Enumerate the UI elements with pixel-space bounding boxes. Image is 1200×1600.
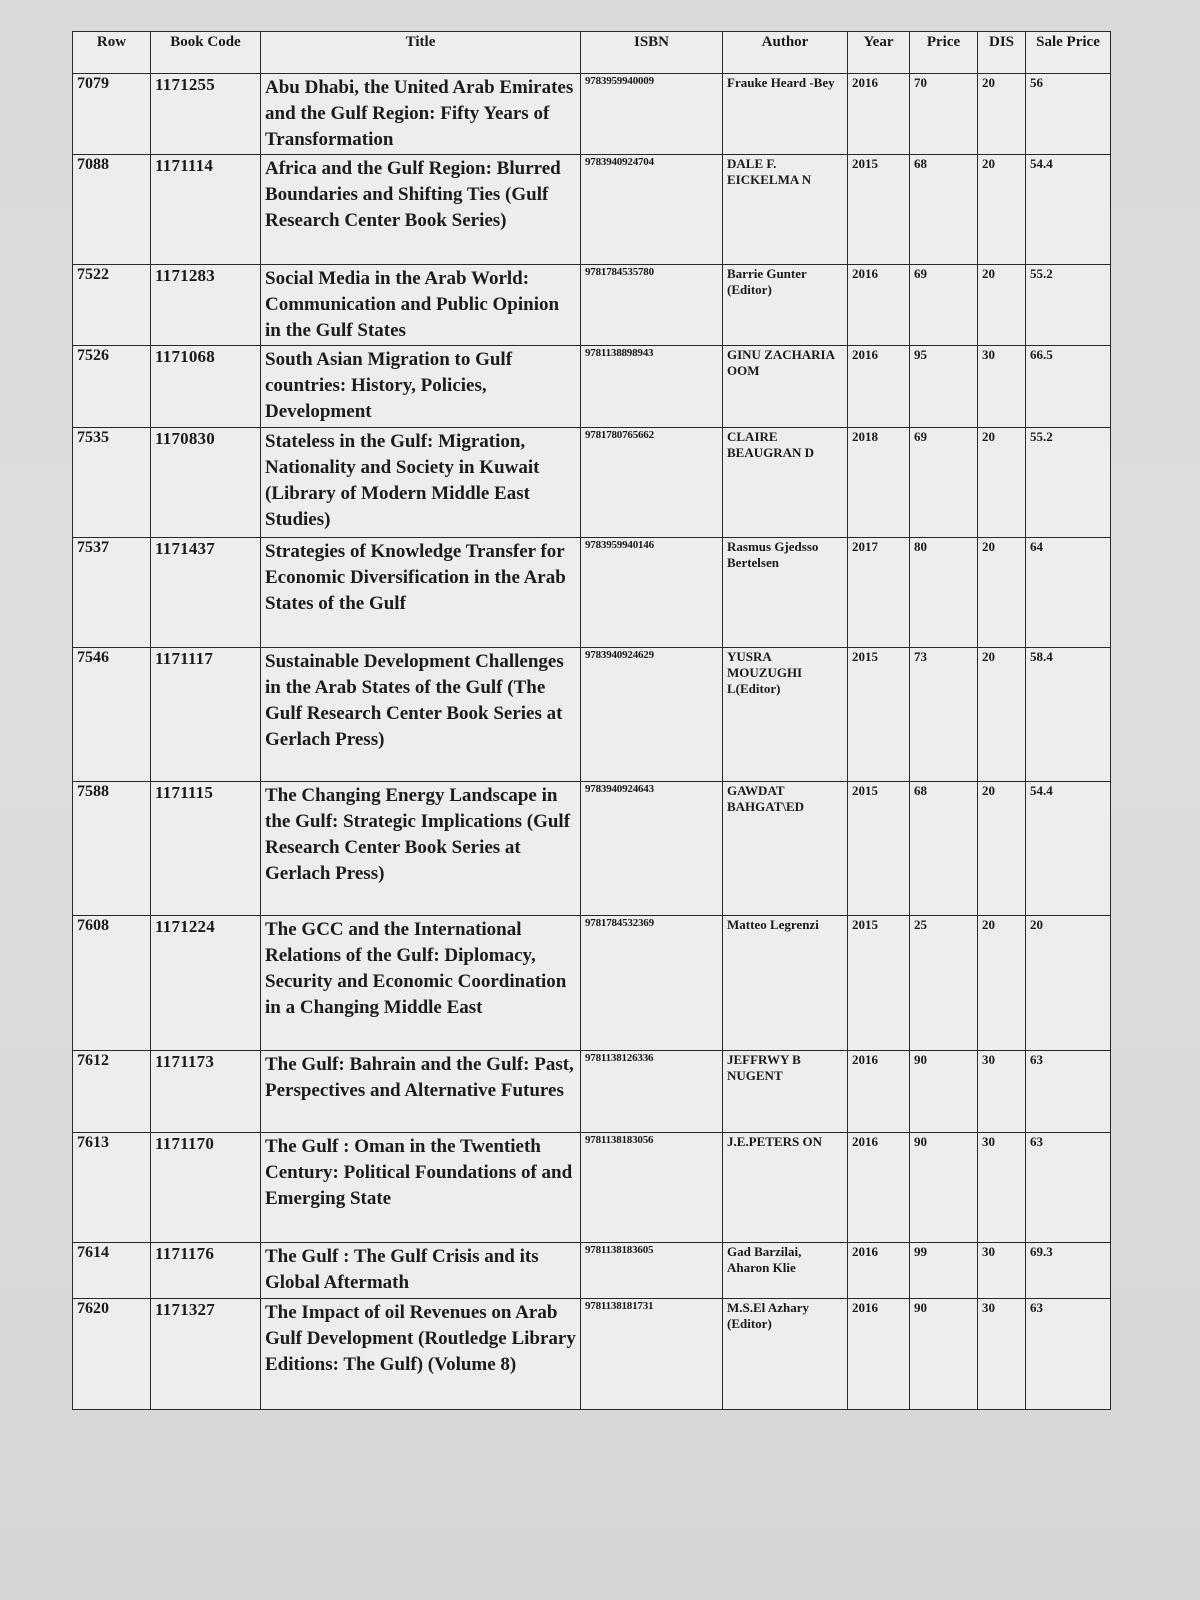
cell-sale-price: 56 xyxy=(1026,74,1111,155)
cell-sale-price: 63 xyxy=(1026,1299,1111,1410)
books-table xyxy=(72,31,1111,1410)
header-year: Year xyxy=(848,32,910,74)
cell-title: Abu Dhabi, the United Arab Emirates and the Gulf Region: Fifty Years of Transformation xyxy=(261,74,581,155)
cell-row: 7537 xyxy=(73,538,151,648)
cell-year: 2016 xyxy=(848,1299,910,1410)
cell-author: Frauke Heard -Bey xyxy=(723,74,848,155)
table-row xyxy=(73,1299,1111,1410)
header-price: Price xyxy=(910,32,978,74)
cell-dis: 30 xyxy=(978,1051,1026,1133)
cell-row: 7608 xyxy=(73,916,151,1051)
table-row xyxy=(73,1051,1111,1133)
cell-isbn: 9783959940009 xyxy=(581,74,723,155)
cell-sale-price: 55.2 xyxy=(1026,265,1111,346)
table-row xyxy=(73,155,1111,265)
cell-author: YUSRA MOUZUGHI L(Editor) xyxy=(723,648,848,782)
cell-dis: 30 xyxy=(978,346,1026,428)
cell-price: 25 xyxy=(910,916,978,1051)
cell-row: 7612 xyxy=(73,1051,151,1133)
cell-author: JEFFRWY B NUGENT xyxy=(723,1051,848,1133)
cell-author: Rasmus Gjedsso Bertelsen xyxy=(723,538,848,648)
header-row xyxy=(73,32,1111,74)
cell-row: 7588 xyxy=(73,782,151,916)
cell-author: Barrie Gunter (Editor) xyxy=(723,265,848,346)
table-row xyxy=(73,916,1111,1051)
cell-isbn: 9781138126336 xyxy=(581,1051,723,1133)
cell-title: The Impact of oil Revenues on Arab Gulf Development (Routledge Library Editions: The Gulf) (Volume 8) xyxy=(261,1299,581,1410)
cell-sale-price: 63 xyxy=(1026,1051,1111,1133)
cell-book-code: 1170830 xyxy=(151,428,261,538)
cell-book-code: 1171117 xyxy=(151,648,261,782)
cell-isbn: 9783940924643 xyxy=(581,782,723,916)
table-row xyxy=(73,538,1111,648)
cell-sale-price: 55.2 xyxy=(1026,428,1111,538)
table-row xyxy=(73,782,1111,916)
cell-dis: 20 xyxy=(978,538,1026,648)
cell-price: 70 xyxy=(910,74,978,155)
cell-isbn: 9781138898943 xyxy=(581,346,723,428)
table-row xyxy=(73,648,1111,782)
cell-book-code: 1171176 xyxy=(151,1243,261,1299)
cell-book-code: 1171115 xyxy=(151,782,261,916)
cell-price: 95 xyxy=(910,346,978,428)
cell-title: Social Media in the Arab World: Communication and Public Opinion in the Gulf States xyxy=(261,265,581,346)
cell-title: Africa and the Gulf Region: Blurred Boundaries and Shifting Ties (Gulf Research Center Book Series) xyxy=(261,155,581,265)
cell-dis: 30 xyxy=(978,1243,1026,1299)
cell-sale-price: 58.4 xyxy=(1026,648,1111,782)
cell-price: 90 xyxy=(910,1299,978,1410)
cell-author: GINU ZACHARIA OOM xyxy=(723,346,848,428)
cell-sale-price: 64 xyxy=(1026,538,1111,648)
cell-isbn: 9781784535780 xyxy=(581,265,723,346)
cell-title: The GCC and the International Relations of the Gulf: Diplomacy, Security and Economic Coordination in a Changing Middle East xyxy=(261,916,581,1051)
cell-isbn: 9781780765662 xyxy=(581,428,723,538)
cell-isbn: 9781138181731 xyxy=(581,1299,723,1410)
cell-title: The Changing Energy Landscape in the Gulf: Strategic Implications (Gulf Research Center Book Series at Gerlach Press) xyxy=(261,782,581,916)
cell-row: 7620 xyxy=(73,1299,151,1410)
cell-title: The Gulf : The Gulf Crisis and its Global Aftermath xyxy=(261,1243,581,1299)
cell-book-code: 1171068 xyxy=(151,346,261,428)
cell-author: GAWDAT BAHGAT\ED xyxy=(723,782,848,916)
cell-dis: 20 xyxy=(978,155,1026,265)
cell-sale-price: 66.5 xyxy=(1026,346,1111,428)
header-book-code: Book Code xyxy=(151,32,261,74)
cell-sale-price: 63 xyxy=(1026,1133,1111,1243)
header-title: Title xyxy=(261,32,581,74)
cell-year: 2017 xyxy=(848,538,910,648)
cell-title: Strategies of Knowledge Transfer for Economic Diversification in the Arab States of the Gulf xyxy=(261,538,581,648)
cell-price: 99 xyxy=(910,1243,978,1299)
cell-price: 69 xyxy=(910,265,978,346)
cell-year: 2016 xyxy=(848,1051,910,1133)
table-row xyxy=(73,265,1111,346)
cell-year: 2016 xyxy=(848,1243,910,1299)
cell-author: J.E.PETERS ON xyxy=(723,1133,848,1243)
cell-year: 2018 xyxy=(848,428,910,538)
cell-dis: 30 xyxy=(978,1299,1026,1410)
cell-sale-price: 54.4 xyxy=(1026,782,1111,916)
cell-isbn: 9781138183056 xyxy=(581,1133,723,1243)
cell-row: 7522 xyxy=(73,265,151,346)
cell-dis: 20 xyxy=(978,916,1026,1051)
cell-book-code: 1171437 xyxy=(151,538,261,648)
cell-title: Sustainable Development Challenges in the Arab States of the Gulf (The Gulf Research Center Book Series at Gerlach Press) xyxy=(261,648,581,782)
cell-price: 90 xyxy=(910,1051,978,1133)
header-sale-price: Sale Price xyxy=(1026,32,1111,74)
header-isbn: ISBN xyxy=(581,32,723,74)
cell-year: 2016 xyxy=(848,74,910,155)
cell-title: Stateless in the Gulf: Migration, Nationality and Society in Kuwait (Library of Modern Middle East Studies) xyxy=(261,428,581,538)
cell-isbn: 9783959940146 xyxy=(581,538,723,648)
cell-book-code: 1171224 xyxy=(151,916,261,1051)
cell-isbn: 9783940924629 xyxy=(581,648,723,782)
cell-isbn: 9781138183605 xyxy=(581,1243,723,1299)
cell-book-code: 1171114 xyxy=(151,155,261,265)
cell-isbn: 9783940924704 xyxy=(581,155,723,265)
cell-title: South Asian Migration to Gulf countries: History, Policies, Development xyxy=(261,346,581,428)
cell-row: 7613 xyxy=(73,1133,151,1243)
table-row xyxy=(73,1133,1111,1243)
cell-dis: 20 xyxy=(978,648,1026,782)
cell-row: 7535 xyxy=(73,428,151,538)
cell-price: 80 xyxy=(910,538,978,648)
cell-price: 68 xyxy=(910,782,978,916)
table-row xyxy=(73,1243,1111,1299)
cell-author: DALE F. EICKELMA N xyxy=(723,155,848,265)
cell-year: 2015 xyxy=(848,782,910,916)
cell-price: 69 xyxy=(910,428,978,538)
cell-author: Gad Barzilai, Aharon Klie xyxy=(723,1243,848,1299)
cell-author: CLAIRE BEAUGRAN D xyxy=(723,428,848,538)
cell-dis: 20 xyxy=(978,782,1026,916)
cell-year: 2015 xyxy=(848,155,910,265)
cell-book-code: 1171327 xyxy=(151,1299,261,1410)
header-dis: DIS xyxy=(978,32,1026,74)
table-row xyxy=(73,428,1111,538)
cell-year: 2015 xyxy=(848,648,910,782)
cell-dis: 30 xyxy=(978,1133,1026,1243)
table-row xyxy=(73,74,1111,155)
cell-row: 7526 xyxy=(73,346,151,428)
cell-row: 7614 xyxy=(73,1243,151,1299)
cell-price: 90 xyxy=(910,1133,978,1243)
cell-row: 7546 xyxy=(73,648,151,782)
cell-title: The Gulf: Bahrain and the Gulf: Past, Perspectives and Alternative Futures xyxy=(261,1051,581,1133)
cell-price: 73 xyxy=(910,648,978,782)
cell-year: 2015 xyxy=(848,916,910,1051)
cell-year: 2016 xyxy=(848,265,910,346)
table-row xyxy=(73,346,1111,428)
cell-dis: 20 xyxy=(978,265,1026,346)
cell-row: 7079 xyxy=(73,74,151,155)
cell-author: M.S.El Azhary (Editor) xyxy=(723,1299,848,1410)
cell-sale-price: 54.4 xyxy=(1026,155,1111,265)
cell-isbn: 9781784532369 xyxy=(581,916,723,1051)
cell-year: 2016 xyxy=(848,1133,910,1243)
cell-year: 2016 xyxy=(848,346,910,428)
cell-sale-price: 20 xyxy=(1026,916,1111,1051)
header-author: Author xyxy=(723,32,848,74)
cell-book-code: 1171173 xyxy=(151,1051,261,1133)
cell-sale-price: 69.3 xyxy=(1026,1243,1111,1299)
header-row-label: Row xyxy=(73,32,151,74)
cell-book-code: 1171255 xyxy=(151,74,261,155)
cell-author: Matteo Legrenzi xyxy=(723,916,848,1051)
cell-dis: 20 xyxy=(978,74,1026,155)
cell-dis: 20 xyxy=(978,428,1026,538)
cell-book-code: 1171283 xyxy=(151,265,261,346)
cell-row: 7088 xyxy=(73,155,151,265)
cell-price: 68 xyxy=(910,155,978,265)
cell-title: The Gulf : Oman in the Twentieth Century: Political Foundations of and Emerging State xyxy=(261,1133,581,1243)
cell-book-code: 1171170 xyxy=(151,1133,261,1243)
